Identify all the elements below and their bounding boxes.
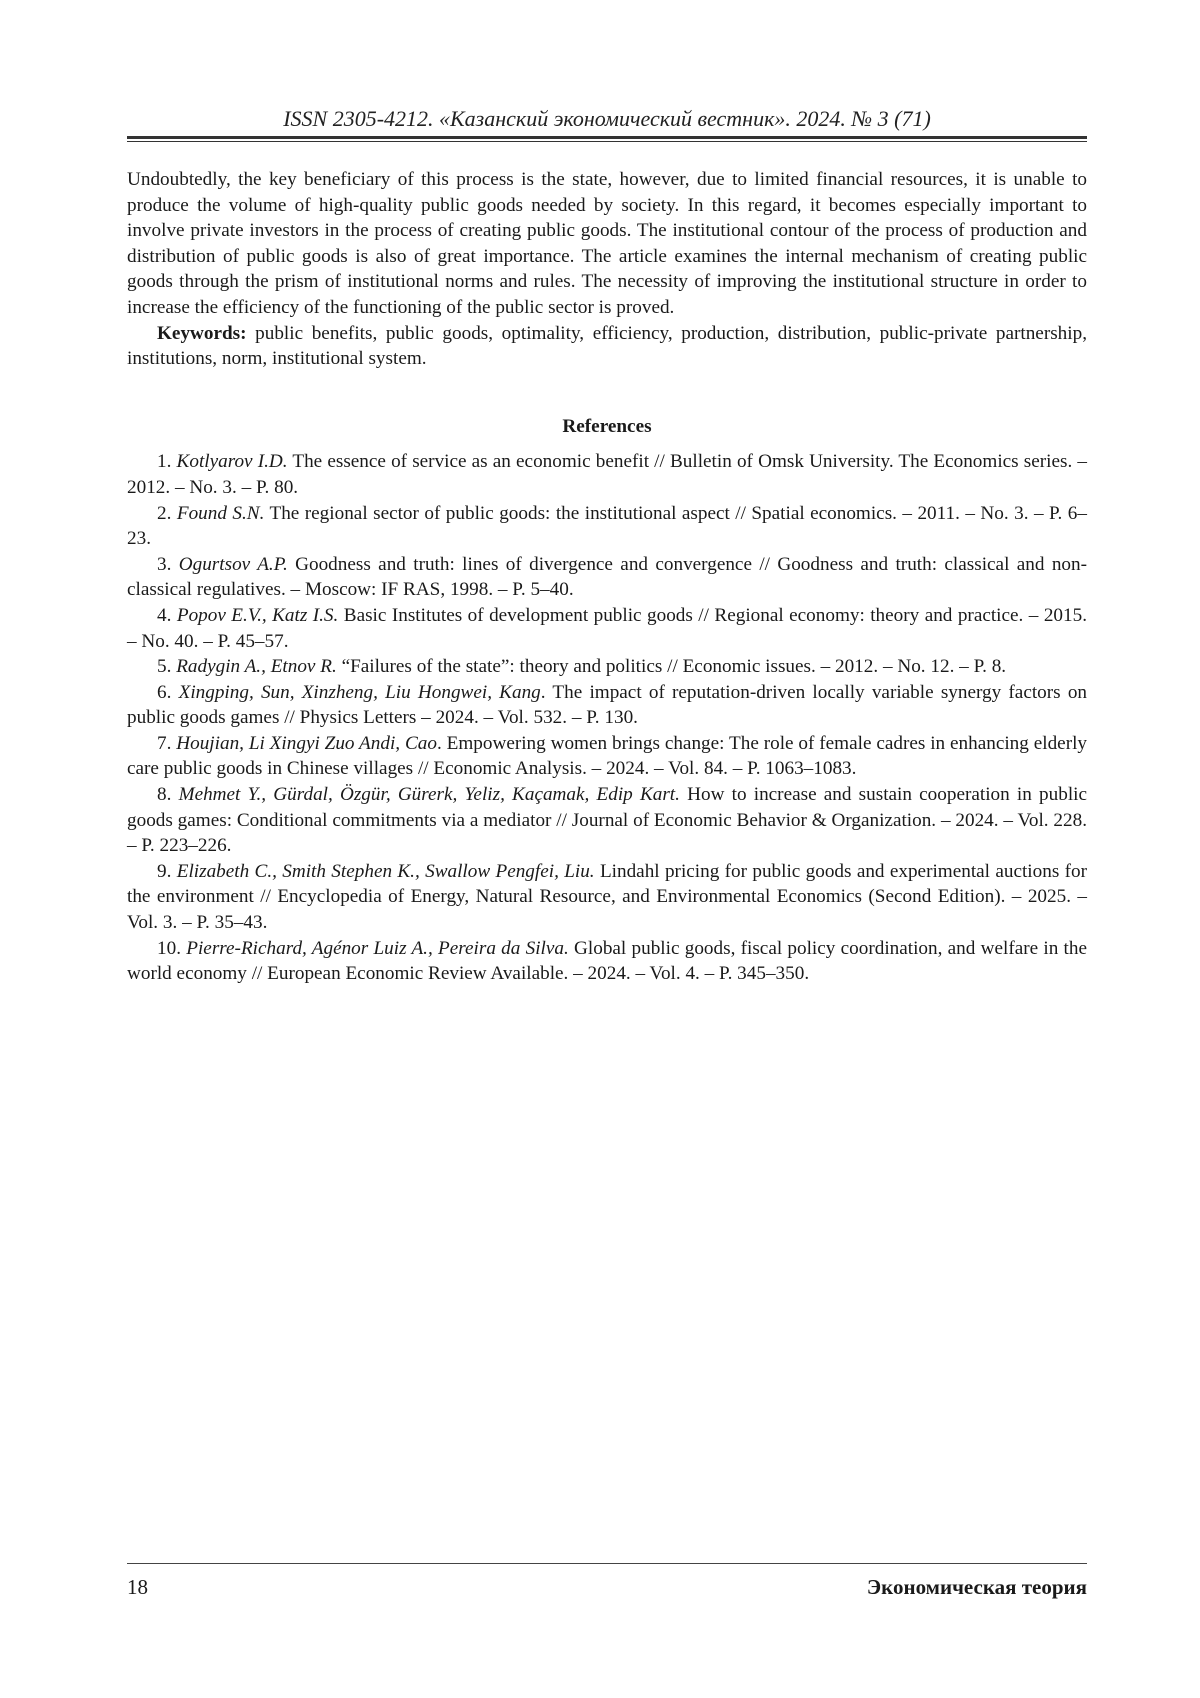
reference-number: 1. — [157, 451, 177, 473]
page-number: 18 — [127, 1575, 148, 1599]
reference-item — [127, 501, 1087, 552]
reference-number: 3. — [157, 553, 179, 575]
reference-text: “Failures of the state”: theory and politics // Economic issues. – 2012. – No. 12. – P. 8. — [336, 656, 1007, 678]
journal-header-title: ISSN 2305-4212. «Казанский экономический вестник». 2024. № 3 (71) — [283, 106, 931, 131]
reference-authors: Mehmet Y., Gürdal, Özgür, Gürerk, Yeliz, Kaçamak, Edip Kart. — [178, 784, 680, 806]
reference-item — [127, 859, 1087, 936]
reference-authors: Ogurtsov A.P. — [178, 553, 288, 575]
reference-number: 9. — [157, 860, 177, 882]
reference-text: . Empowering women brings change: The role of female cadres in enhancing elderly care public goods in Chinese villages // Economic Analysis. – 2024. – Vol. 84. – P. 1063–1083. — [127, 732, 1088, 780]
reference-number: 7. — [157, 732, 177, 754]
reference-item — [127, 680, 1087, 731]
reference-authors: Pierre-Richard, Agénor Luiz A., Pereira da Silva. — [186, 937, 569, 959]
reference-number: 8. — [157, 784, 179, 806]
reference-text: Basic Institutes of development public goods // Regional economy: theory and practice. – 2015. – No. 40. – P. 45–57. — [127, 604, 1088, 652]
references-heading: References — [562, 415, 652, 437]
header-rule-thin — [127, 141, 1087, 142]
reference-number: 6. — [157, 681, 179, 703]
keywords-text: public benefits, public goods, optimality, efficiency, production, distribution, public-private partnership, institutions, norm, institutional system. — [127, 322, 1087, 370]
reference-item — [127, 731, 1087, 782]
reference-authors: Popov E.V., Katz I.S. — [176, 604, 339, 626]
reference-authors: Kotlyarov I.D. — [176, 451, 288, 473]
reference-text: The essence of service as an economic benefit // Bulletin of Omsk University. The Economics series. – 2012. – No. 3. – P. 80. — [127, 451, 1088, 498]
reference-authors: Found S.N. — [176, 502, 265, 524]
page-content — [127, 167, 1087, 987]
reference-number: 5. — [157, 656, 177, 678]
reference-authors: Xingping, Sun, Xinzheng, Liu Hongwei, Kang — [178, 681, 541, 703]
section-name: Экономическая теория — [866, 1575, 1087, 1599]
header-rule-thick — [127, 136, 1087, 139]
references-list — [127, 449, 1087, 986]
reference-text: Goodness and truth: lines of divergence and convergence // Goodness and truth: classical and non-classical regulatives. – Moscow: IF RAS, 1998. – P. 5–40. — [127, 553, 1087, 601]
reference-text: . The impact of reputation-driven locally variable synergy factors on public goods games // Physics Letters – 2024. – Vol. 532. – P. 130. — [127, 681, 1088, 729]
reference-text: How to increase and sustain cooperation in public goods games: Conditional commitments via a mediator // Journal of Economic Behavior & Organization. – 2024. – Vol. 228. – P. 223–226. — [127, 784, 1088, 857]
reference-item — [127, 449, 1087, 500]
reference-number: 4. — [157, 604, 177, 626]
reference-authors: Houjian, Li Xingyi Zuo Andi, Cao — [176, 732, 437, 754]
reference-text: The regional sector of public goods: the institutional aspect // Spatial economics. – 2011. – No. 3. – P. 6–23. — [127, 502, 1087, 550]
abstract-paragraph: Undoubtedly, the key beneficiary of this process is the state, however, due to limited financial resources, it is unable to produce the volume of high-quality public goods needed by society. In this regard, it becomes especially important to involve private investors in the process of creating public goods. The institutional contour of the process of production and distribution of public goods is also of great importance. The article examines the internal mechanism of creating public goods through the prism of institutional norms and rules. The necessity of improving the institutional structure in order to increase the efficiency of the functioning of the public sector is proved. — [127, 169, 1087, 318]
reference-number: 2. — [157, 502, 177, 524]
reference-authors: Elizabeth C., Smith Stephen K., Swallow Pengfei, Liu. — [176, 860, 595, 882]
reference-text: Global public goods, fiscal policy coordination, and welfare in the world economy // European Economic Review Available. – 2024. – Vol. 4. – P. 345–350. — [127, 937, 1087, 985]
reference-item — [127, 782, 1087, 859]
reference-item — [127, 603, 1087, 654]
reference-text: Lindahl pricing for public goods and experimental auctions for the environment // Encyclopedia of Energy, Natural Resource, and Environmental Economics (Second Edition). – 2025. – Vol. 3. – P. 35–43. — [127, 860, 1087, 934]
reference-item — [127, 654, 1087, 680]
reference-number: 10. — [157, 937, 187, 959]
keywords-paragraph — [127, 321, 1087, 372]
reference-item — [127, 552, 1087, 603]
reference-authors: Radygin A., Etnov R. — [176, 656, 337, 678]
footer-rule — [127, 1563, 1087, 1564]
reference-item — [127, 936, 1087, 987]
keywords-label: Keywords: — [157, 322, 247, 344]
